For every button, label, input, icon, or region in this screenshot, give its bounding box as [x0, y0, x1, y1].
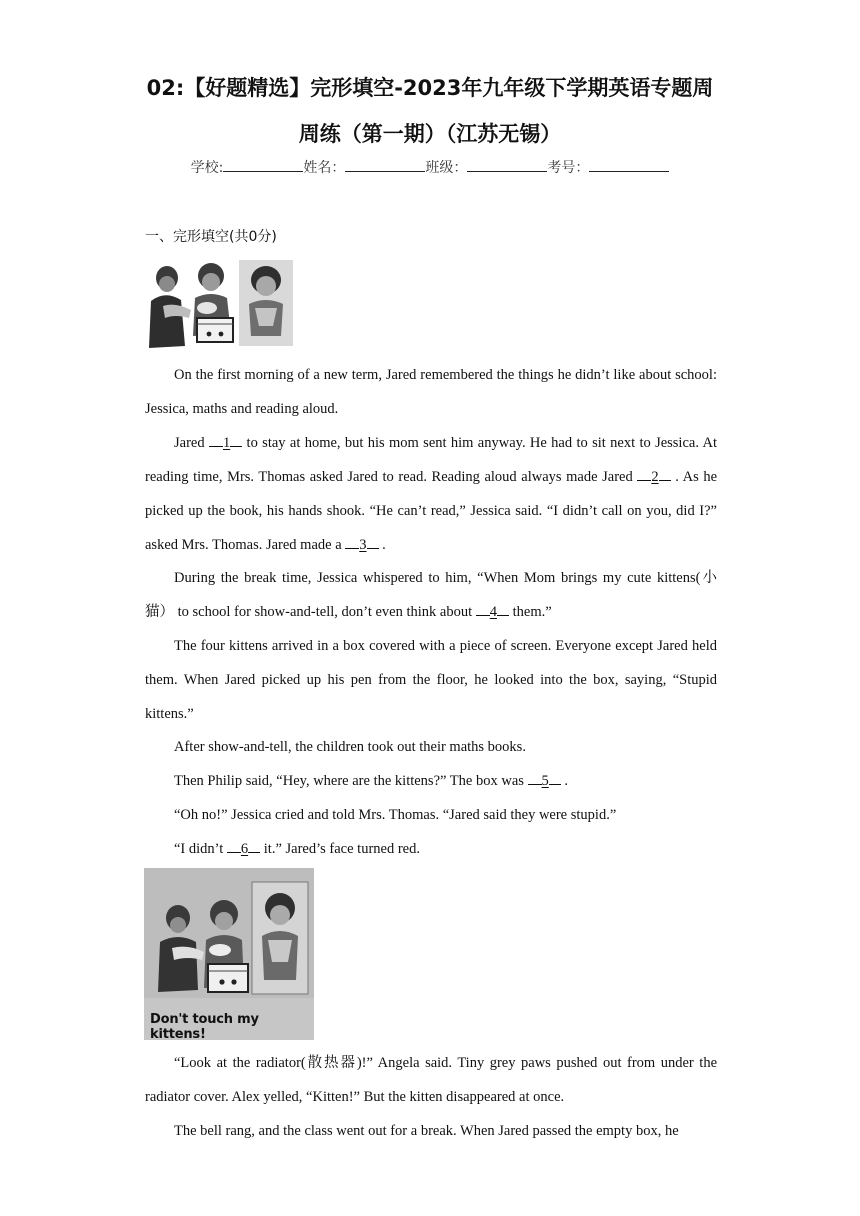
paragraph-2 — [145, 426, 717, 562]
document-title-line1: 02:【好题精选】完形填空-2023年九年级下学期英语专题周 — [146, 76, 714, 100]
paragraph-8-text-b: it.” Jared’s face turned red. — [260, 841, 420, 857]
blank-5[interactable] — [528, 773, 561, 789]
paragraph-3-text-b: them.” — [509, 604, 552, 620]
school-label: 学校: — [190, 160, 224, 176]
blank-6[interactable] — [227, 841, 260, 857]
paragraph-2-text-c: . As he picked up the book, his hands shook. “He can’t read,” Jessica said. “I didn’t call on you, did I?” asked Mrs. Thomas. Jared made a — [145, 469, 718, 553]
illustration-caption: Don't touch my kittens! — [150, 1012, 259, 1042]
blank-6-number: 6 — [240, 841, 249, 857]
student-info-row — [100, 157, 760, 177]
class-label: 班级： — [425, 160, 468, 176]
paragraph-3-text-a: During the break time, Jessica whispered to him, “When Mom brings my cute kittens(小猫） to school for show-and-tell, don’t even think about — [145, 570, 717, 620]
paragraph-10: The bell rang, and the class went out for a break. When Jared passed the empty box, he — [174, 1123, 679, 1139]
paragraph-9: “Look at the radiator(散热器)!” Angela said. Tiny grey paws pushed out from under the radiator cover. Alex yelled, “Kitten!” But the kitten disappeared at once. — [145, 1055, 717, 1105]
paragraph-2-text-d: . — [378, 537, 386, 553]
blank-4[interactable] — [476, 604, 509, 620]
blank-2[interactable] — [637, 469, 670, 485]
blank-1-number: 1 — [222, 435, 231, 451]
blank-2-number: 2 — [651, 469, 659, 485]
paragraph-8 — [145, 832, 717, 866]
paragraph-2-text-a: Jared — [174, 435, 209, 451]
paragraph-8-text-a: “I didn’t — [174, 841, 227, 857]
paragraph-3 — [145, 561, 717, 629]
paragraph-6-text-a: Then Philip said, “Hey, where are the kittens?” The box was — [174, 773, 528, 789]
name-label: 姓名： — [303, 160, 346, 176]
exam-no-label: 考号： — [547, 160, 590, 176]
section-heading: 一、完形填空(共0分) — [145, 229, 277, 245]
paragraph-4: The four kittens arrived in a box covered with a piece of screen. Everyone except Jared held them. When Jared picked up his pen from the floor, he looked into the box, saying, “Stupid kittens.” — [145, 638, 717, 722]
paragraph-1: On the first morning of a new term, Jared remembered the things he didn’t like about school: Jessica, maths and reading aloud. — [145, 367, 717, 417]
blank-3[interactable] — [345, 537, 378, 553]
exam-no-blank[interactable] — [589, 159, 669, 172]
school-blank[interactable] — [223, 159, 303, 172]
blank-1[interactable] — [209, 435, 242, 451]
name-blank[interactable] — [345, 159, 425, 172]
paragraph-2-text-b: to stay at home, but his mom sent him anyway. He had to sit next to Jessica. At reading time, Mrs. Thomas asked Jared to read. Reading aloud always made Jared — [145, 435, 718, 485]
paragraph-5: After show-and-tell, the children took out their maths books. — [174, 739, 526, 755]
blank-5-number: 5 — [541, 773, 549, 789]
class-blank[interactable] — [467, 159, 547, 172]
kids-kittens-illustration — [145, 256, 295, 356]
document-title-line2: 周练（第一期）（江苏无锡） — [298, 122, 562, 146]
blank-3-number: 3 — [359, 537, 367, 553]
paragraph-6 — [145, 764, 717, 798]
paragraph-7: “Oh no!” Jessica cried and told Mrs. Thomas. “Jared said they were stupid.” — [174, 807, 617, 823]
blank-4-number: 4 — [489, 604, 498, 620]
paragraph-6-text-b: . — [560, 773, 569, 789]
dont-touch-kittens-illustration — [144, 868, 314, 1040]
